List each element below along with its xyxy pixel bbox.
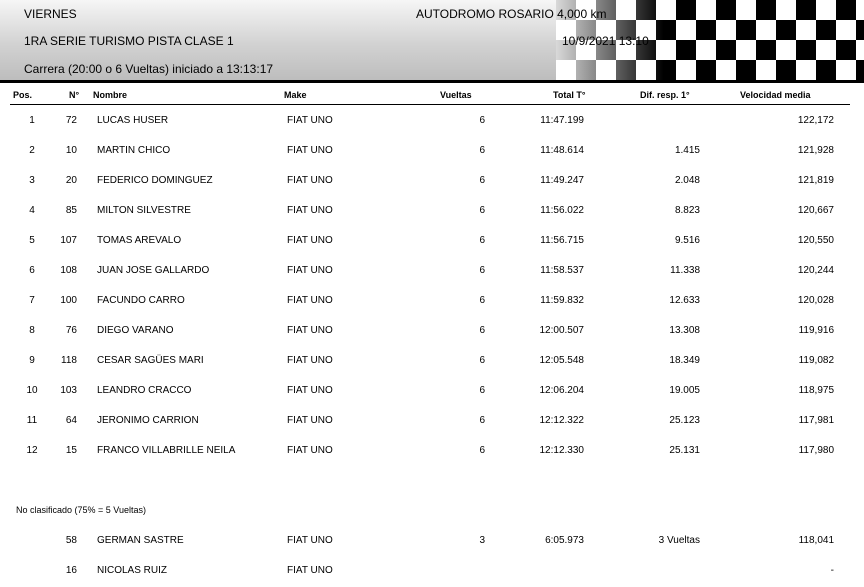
not-classified-title: No clasificado (75% = 5 Vueltas) xyxy=(16,505,146,515)
car-number-cell: 72 xyxy=(65,115,77,126)
car-number-cell: 107 xyxy=(60,235,77,246)
driver-name-cell: JUAN JOSE GALLARDO xyxy=(97,265,210,276)
total-time-cell: 6:05.973 xyxy=(545,535,584,546)
laps-cell: 3 xyxy=(479,535,485,546)
average-speed-cell: 120,550 xyxy=(797,235,834,246)
make-cell: FIAT UNO xyxy=(287,535,333,546)
laps-cell: 6 xyxy=(479,355,485,366)
laps-cell: 6 xyxy=(479,115,485,126)
average-speed-cell: 118,975 xyxy=(798,385,834,396)
total-time-cell: 12:05.548 xyxy=(539,355,584,366)
make-cell: FIAT UNO xyxy=(287,235,333,246)
difference-cell: 18.349 xyxy=(669,355,700,366)
total-time-cell: 12:06.204 xyxy=(539,385,584,396)
driver-name-cell: DIEGO VARANO xyxy=(97,325,174,336)
driver-name-cell: MILTON SILVESTRE xyxy=(97,205,191,216)
make-cell: FIAT UNO xyxy=(287,115,333,126)
column-header-total-time: Total T° xyxy=(553,90,586,100)
total-time-cell: 11:49.247 xyxy=(540,175,584,186)
total-time-cell: 11:59.832 xyxy=(540,295,584,306)
difference-cell: 3 Vueltas xyxy=(658,535,700,546)
laps-cell: 6 xyxy=(479,385,485,396)
driver-name-cell: FACUNDO CARRO xyxy=(97,295,185,306)
driver-name-cell: NICOLAS RUIZ xyxy=(97,565,168,576)
driver-name-cell: LUCAS HUSER xyxy=(97,115,169,126)
car-number-cell: 76 xyxy=(65,325,77,336)
driver-name-cell: TOMAS AREVALO xyxy=(97,235,182,246)
driver-name-cell: FRANCO VILLABRILLE NEILA xyxy=(97,445,236,456)
position-cell: 2 xyxy=(29,145,35,156)
laps-cell: 6 xyxy=(479,145,485,156)
average-speed-cell: 120,667 xyxy=(797,205,834,216)
position-cell: 10 xyxy=(26,385,38,396)
laps-cell: 6 xyxy=(479,265,485,276)
results-header xyxy=(0,0,864,80)
car-number-cell: 10 xyxy=(65,145,77,156)
difference-cell: 8.823 xyxy=(674,205,700,216)
column-header-name: Nombre xyxy=(93,90,128,100)
make-cell: FIAT UNO xyxy=(287,385,333,396)
total-time-cell: 11:48.614 xyxy=(540,145,584,156)
make-cell: FIAT UNO xyxy=(287,355,333,366)
car-number-cell: 15 xyxy=(65,445,77,456)
driver-name-cell: JERONIMO CARRION xyxy=(97,415,199,426)
difference-cell: 11.338 xyxy=(670,265,700,276)
average-speed-cell: 119,916 xyxy=(798,325,834,336)
difference-cell: 9.516 xyxy=(674,235,700,246)
difference-cell: 19.005 xyxy=(669,385,700,396)
position-cell: 12 xyxy=(26,445,38,456)
car-number-cell: 64 xyxy=(65,415,77,426)
position-cell: 7 xyxy=(29,295,35,306)
laps-cell: 6 xyxy=(479,415,485,426)
column-header-number: N° xyxy=(69,90,80,100)
position-cell: 6 xyxy=(29,265,35,276)
column-header-laps: Vueltas xyxy=(440,90,472,100)
header-circuit: AUTODROMO ROSARIO 4,000 km xyxy=(416,7,607,21)
column-header-average-speed: Velocidad media xyxy=(740,90,811,100)
position-cell: 1 xyxy=(29,115,35,126)
total-time-cell: 11:58.537 xyxy=(540,265,584,276)
average-speed-cell: 119,082 xyxy=(798,355,834,366)
column-header-divider xyxy=(10,104,850,105)
average-speed-cell: - xyxy=(830,565,834,576)
header-divider xyxy=(0,80,864,83)
difference-cell: 12.633 xyxy=(669,295,700,306)
difference-cell: 25.123 xyxy=(669,415,700,426)
make-cell: FIAT UNO xyxy=(287,265,333,276)
column-header-make: Make xyxy=(284,90,307,100)
difference-cell: 25.131 xyxy=(669,445,700,456)
make-cell: FIAT UNO xyxy=(287,295,333,306)
laps-cell: 6 xyxy=(479,295,485,306)
position-cell: 8 xyxy=(29,325,35,336)
average-speed-cell: 121,928 xyxy=(797,145,834,156)
laps-cell: 6 xyxy=(479,325,485,336)
average-speed-cell: 117,980 xyxy=(798,445,834,456)
make-cell: FIAT UNO xyxy=(287,415,333,426)
car-number-cell: 85 xyxy=(65,205,77,216)
driver-name-cell: FEDERICO DOMINGUEZ xyxy=(97,175,213,186)
header-race-info: Carrera (20:00 o 6 Vueltas) iniciado a 13:13:17 xyxy=(24,62,274,76)
make-cell: FIAT UNO xyxy=(287,325,333,336)
total-time-cell: 12:12.322 xyxy=(539,415,584,426)
header-series: 1RA SERIE TURISMO PISTA CLASE 1 xyxy=(24,34,234,48)
difference-cell: 2.048 xyxy=(674,175,700,186)
car-number-cell: 100 xyxy=(60,295,77,306)
total-time-cell: 11:47.199 xyxy=(540,115,584,126)
average-speed-cell: 120,244 xyxy=(797,265,834,276)
driver-name-cell: MARTIN CHICO xyxy=(97,145,171,156)
car-number-cell: 58 xyxy=(65,535,77,546)
total-time-cell: 12:12.330 xyxy=(539,445,584,456)
position-cell: 3 xyxy=(29,175,35,186)
average-speed-cell: 122,172 xyxy=(797,115,834,126)
average-speed-cell: 121,819 xyxy=(797,175,834,186)
total-time-cell: 11:56.022 xyxy=(540,205,584,216)
driver-name-cell: GERMAN SASTRE xyxy=(97,535,184,546)
total-time-cell: 12:00.507 xyxy=(539,325,584,336)
laps-cell: 6 xyxy=(479,235,485,246)
driver-name-cell: LEANDRO CRACCO xyxy=(97,385,192,396)
header-day: VIERNES xyxy=(24,7,77,21)
average-speed-cell: 118,041 xyxy=(798,535,834,546)
column-header-pos: Pos. xyxy=(13,90,33,100)
position-cell: 5 xyxy=(29,235,35,246)
average-speed-cell: 117,981 xyxy=(798,415,834,426)
driver-name-cell: CESAR SAGÜES MARI xyxy=(97,355,204,366)
position-cell: 11 xyxy=(26,415,38,426)
column-header-difference: Dif. resp. 1° xyxy=(640,90,690,100)
average-speed-cell: 120,028 xyxy=(797,295,834,306)
make-cell: FIAT UNO xyxy=(287,175,333,186)
make-cell: FIAT UNO xyxy=(287,445,333,456)
car-number-cell: 108 xyxy=(60,265,77,276)
car-number-cell: 16 xyxy=(65,565,77,576)
laps-cell: 6 xyxy=(479,205,485,216)
make-cell: FIAT UNO xyxy=(287,145,333,156)
position-cell: 4 xyxy=(29,205,35,216)
difference-cell: 13.308 xyxy=(669,325,700,336)
position-cell: 9 xyxy=(29,355,35,366)
difference-cell: 1.415 xyxy=(674,145,700,156)
total-time-cell: 11:56.715 xyxy=(540,235,584,246)
make-cell: FIAT UNO xyxy=(287,205,333,216)
car-number-cell: 103 xyxy=(60,385,77,396)
header-datetime: 10/9/2021 13:10 xyxy=(562,34,649,48)
laps-cell: 6 xyxy=(479,445,485,456)
laps-cell: 6 xyxy=(479,175,485,186)
make-cell: FIAT UNO xyxy=(287,565,333,576)
car-number-cell: 20 xyxy=(65,175,77,186)
car-number-cell: 118 xyxy=(61,355,77,366)
